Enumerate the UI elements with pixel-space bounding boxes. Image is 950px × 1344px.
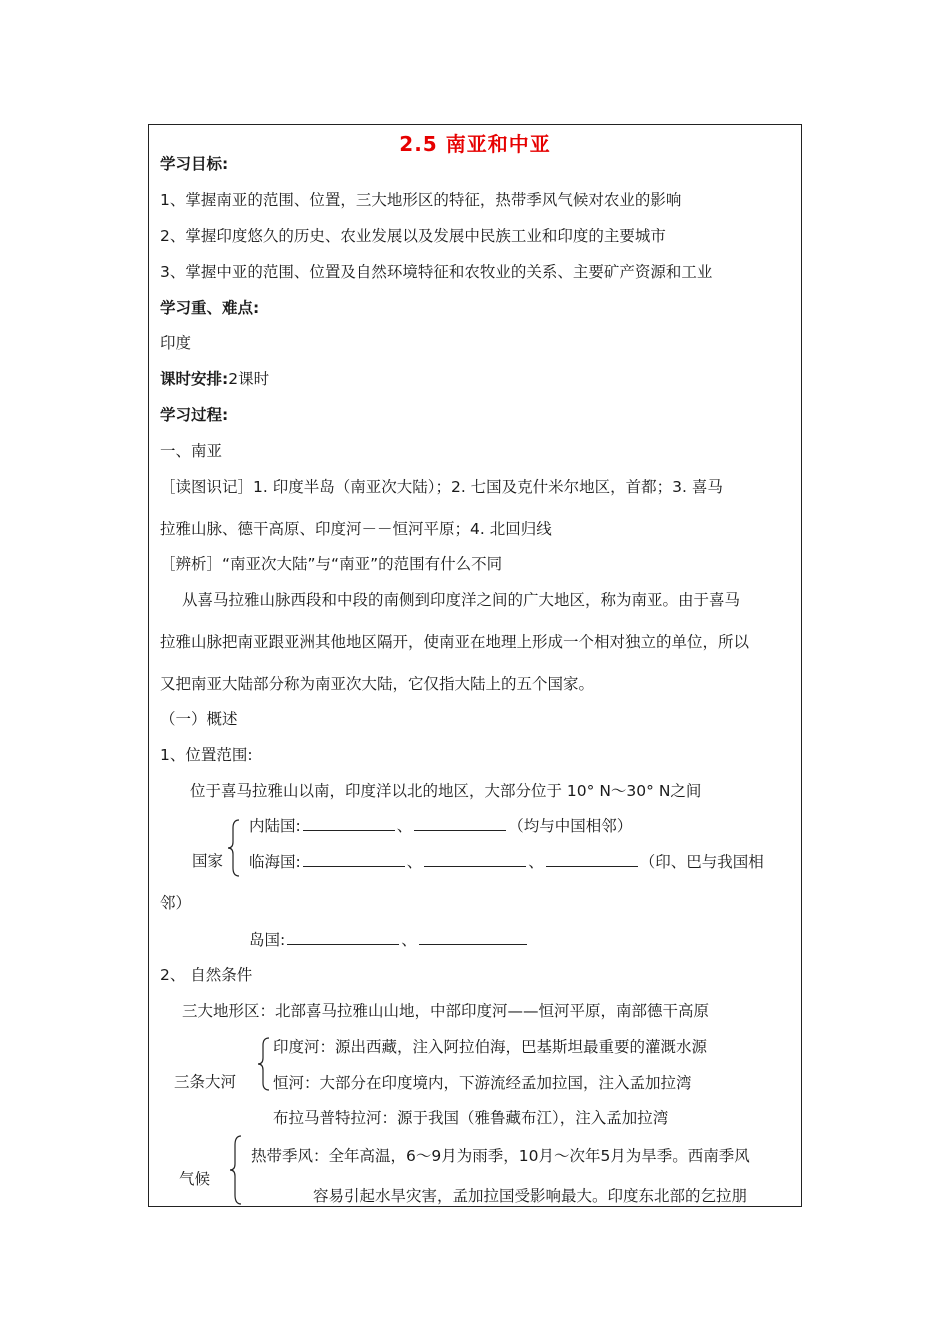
read-map-text: 拉雅山脉、德干高原、印度河－－恒河平原；4. 北回归线 bbox=[160, 520, 552, 538]
terrain-text: 三大地形区：北部喜马拉雅山山地，中部印度河——恒河平原，南部德干高原 bbox=[182, 1002, 710, 1020]
answer-blank[interactable] bbox=[303, 816, 395, 831]
river-item: 恒河：大部分在印度境内，下游流经孟加拉国，注入孟加拉湾 bbox=[273, 1074, 692, 1092]
inland-note: （均与中国相邻） bbox=[508, 817, 633, 835]
paragraph-line: 拉雅山脉把南亚跟亚洲其他地区隔开，使南亚在地理上形成一个相对独立的单位，所以 bbox=[160, 633, 750, 651]
island-line: 岛国: 、 bbox=[249, 930, 529, 950]
analysis-text: ［辨析］“南亚次大陆”与“南亚”的范围有什么不同 bbox=[160, 555, 503, 573]
island-label: 岛国: bbox=[249, 931, 286, 949]
goal-item: 2、掌握印度悠久的历史、农业发展以及发展中民族工业和印度的主要城市 bbox=[160, 227, 666, 245]
page-title: 2.5 南亚和中亚 bbox=[399, 132, 551, 156]
location-text: 位于喜马拉雅山以南，印度洋以北的地区，大部分位于 10° N～30° N之间 bbox=[190, 782, 702, 800]
goals-heading: 学习目标: bbox=[160, 155, 229, 173]
section-heading: 一、南亚 bbox=[160, 442, 223, 460]
left-brace-icon bbox=[226, 818, 242, 878]
paragraph-line: 又把南亚大陆部分称为南亚次大陆，它仅指大陆上的五个国家。 bbox=[160, 675, 595, 693]
natural-heading: 2、 自然条件 bbox=[160, 966, 253, 984]
inland-label: 内陆国: bbox=[249, 817, 301, 835]
answer-blank[interactable] bbox=[546, 852, 638, 867]
river-item: 印度河：源出西藏，注入阿拉伯海，巴基斯坦最重要的灌溉水源 bbox=[273, 1038, 708, 1056]
schedule-line bbox=[160, 369, 269, 389]
schedule-label: 课时安排: bbox=[160, 370, 229, 388]
schedule-value: 2课时 bbox=[228, 370, 270, 388]
coastal-label: 临海国: bbox=[249, 853, 301, 871]
answer-blank[interactable] bbox=[414, 816, 506, 831]
process-heading: 学习过程: bbox=[160, 406, 229, 424]
climate-label: 气候 bbox=[179, 1170, 211, 1188]
rivers-label: 三条大河 bbox=[174, 1073, 237, 1091]
coastal-note-cont: 邻） bbox=[160, 894, 192, 912]
location-heading: 1、位置范围: bbox=[160, 746, 253, 764]
climate-text: 热带季风：全年高温，6～9月为雨季，10月～次年5月为旱季。西南季风 bbox=[251, 1147, 750, 1165]
paragraph-line: 从喜马拉雅山脉西段和中段的南侧到印度洋之间的广大地区，称为南亚。由于喜马 bbox=[182, 591, 741, 609]
climate-text: 容易引起水旱灾害，孟加拉国受影响最大。印度东北部的乞拉朋 bbox=[313, 1187, 748, 1205]
coastal-note: （印、巴与我国相 bbox=[639, 853, 764, 871]
answer-blank[interactable] bbox=[303, 852, 405, 867]
goal-item: 1、掌握南亚的范围、位置，三大地形区的特征，热带季风气候对农业的影响 bbox=[160, 191, 682, 209]
goal-item: 3、掌握中亚的范围、位置及自然环境特征和农牧业的关系、主要矿产资源和工业 bbox=[160, 263, 713, 281]
overview-heading: （一）概述 bbox=[160, 710, 238, 728]
inland-line: 内陆国: 、 （均与中国相邻） bbox=[249, 817, 633, 835]
key-heading: 学习重、难点: bbox=[160, 299, 260, 317]
answer-blank[interactable] bbox=[424, 852, 526, 867]
answer-blank[interactable] bbox=[419, 930, 527, 945]
left-brace-icon bbox=[228, 1134, 244, 1206]
left-brace-icon bbox=[256, 1036, 272, 1092]
river-item: 布拉马普特拉河：源于我国（雅鲁藏布江），注入孟加拉湾 bbox=[273, 1109, 669, 1127]
read-map-text: ［读图识记］1. 印度半岛（南亚次大陆）；2. 七国及克什米尔地区，首都；3. 喜马 bbox=[160, 478, 723, 496]
key-point: 印度 bbox=[160, 334, 192, 352]
answer-blank[interactable] bbox=[287, 930, 399, 945]
coastal-line: 临海国: 、 、 （印、巴与我国相 bbox=[249, 853, 764, 871]
countries-label: 国家 bbox=[192, 852, 224, 870]
